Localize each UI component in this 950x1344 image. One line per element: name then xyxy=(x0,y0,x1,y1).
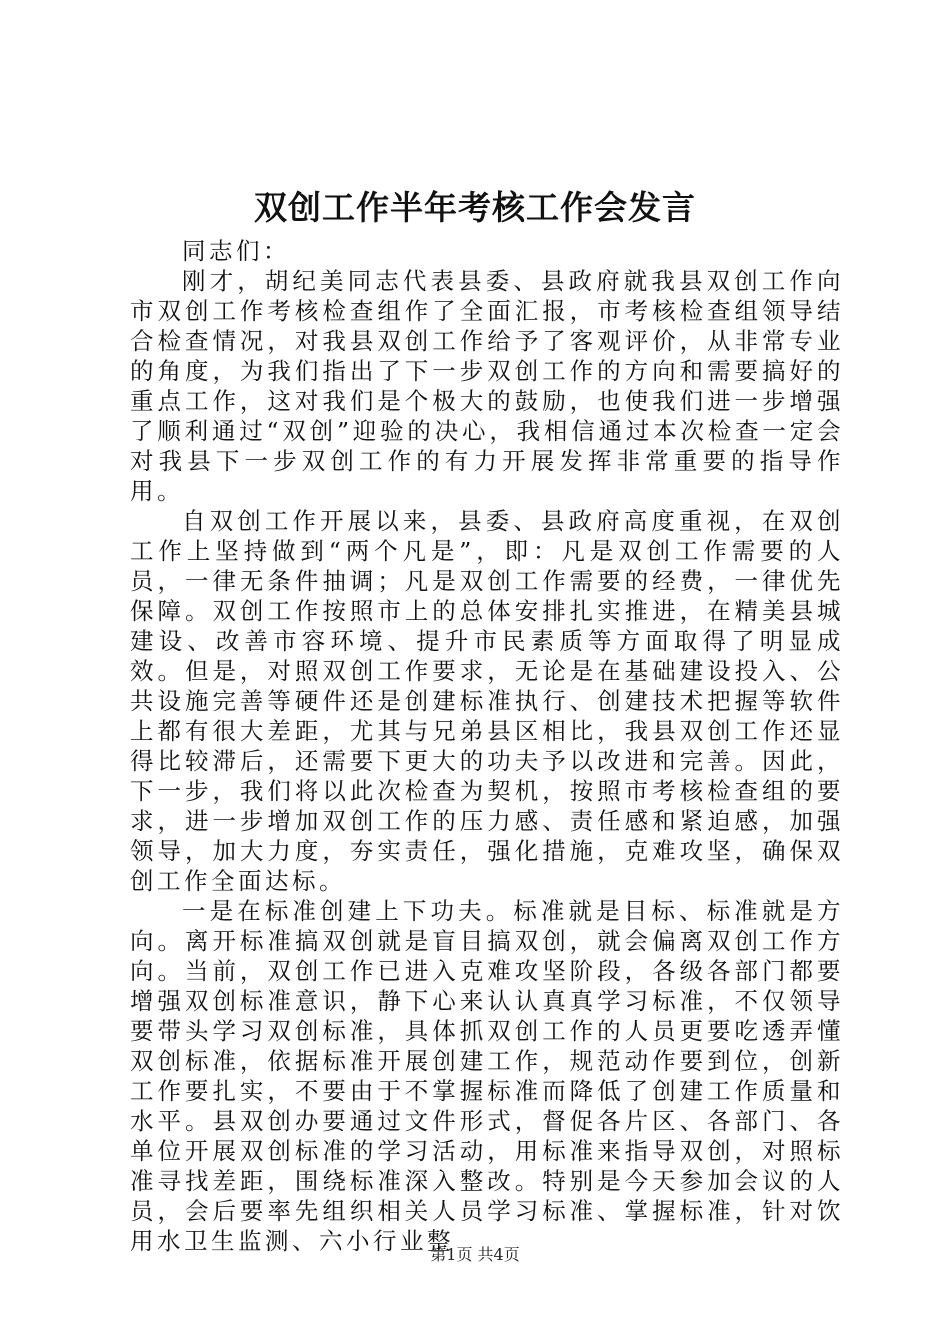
paragraph-1: 刚才，胡纪美同志代表县委、县政府就我县双创工作向市双创工作考核检查组作了全面汇报，市考核检查组领导结合检查情况，对我县双创工作给予了客观评价，从非常专业的角度，为我们指出了下一步双创工作的方向和需要搞好的重点工作，这对我们是个极大的鼓励，也使我们进一步增强了顺利通过“双创”迎验的决心，我相信通过本次检查一定会对我县下一步双创工作的有力开展发挥非常重要的指导作用。 xyxy=(130,267,844,505)
salutation: 同志们： xyxy=(182,237,290,265)
page-number-footer: 第1页 共4页 xyxy=(430,1245,520,1264)
paragraph-2: 自双创工作开展以来，县委、县政府高度重视，在双创工作上坚持做到“两个凡是”，即：凡是双创工作需要的人员，一律无条件抽调；凡是双创工作需要的经费，一律优先保障。双创工作按照市上的总体安排扎实推进，在精美县城建设、改善市容环境、提升市民素质等方面取得了明显成效。但是，对照双创工作要求，无论是在基础建设投入、公共设施完善等硬件还是创建标准执行、创建技术把握等软件上都有很大差距，尤其与兄弟县区相比，我县双创工作还显得比较滞后，还需要下更大的功夫予以改进和完善。因此，下一步，我们将以此次检查为契机，按照市考核检查组的要求，进一步增加双创工作的压力感、责任感和紧迫感，加强领导，加大力度，夯实责任，强化措施，克难攻坚，确保双创工作全面达标。 xyxy=(130,507,844,895)
document-body xyxy=(130,236,844,1256)
paragraph-3: 一是在标准创建上下功夫。标准就是目标、标准就是方向。离开标准搞双创就是盲目搞双创，就会偏离双创工作方向。当前，双创工作已进入克难攻坚阶段，各级各部门都要增强双创标准意识，静下心来认认真真学习标准，不仅领导要带头学习双创标准，具体抓双创工作的人员更要吃透弄懂双创标准，依据标准开展创建工作，规范动作要到位，创新工作要扎实，不要由于不掌握标准而降低了创建工作质量和水平。县双创办要通过文件形式，督促各片区、各部门、各单位开展双创标准的学习活动，用标准来指导双创，对照标准寻找差距，围绕标准深入整改。特别是今天参加会议的人员，会后要率先组织相关人员学习标准、掌握标准，针对饮用水卫生监测、六小行业整 xyxy=(130,897,844,1255)
document-title: 双创工作半年考核工作会发言 xyxy=(254,188,696,227)
